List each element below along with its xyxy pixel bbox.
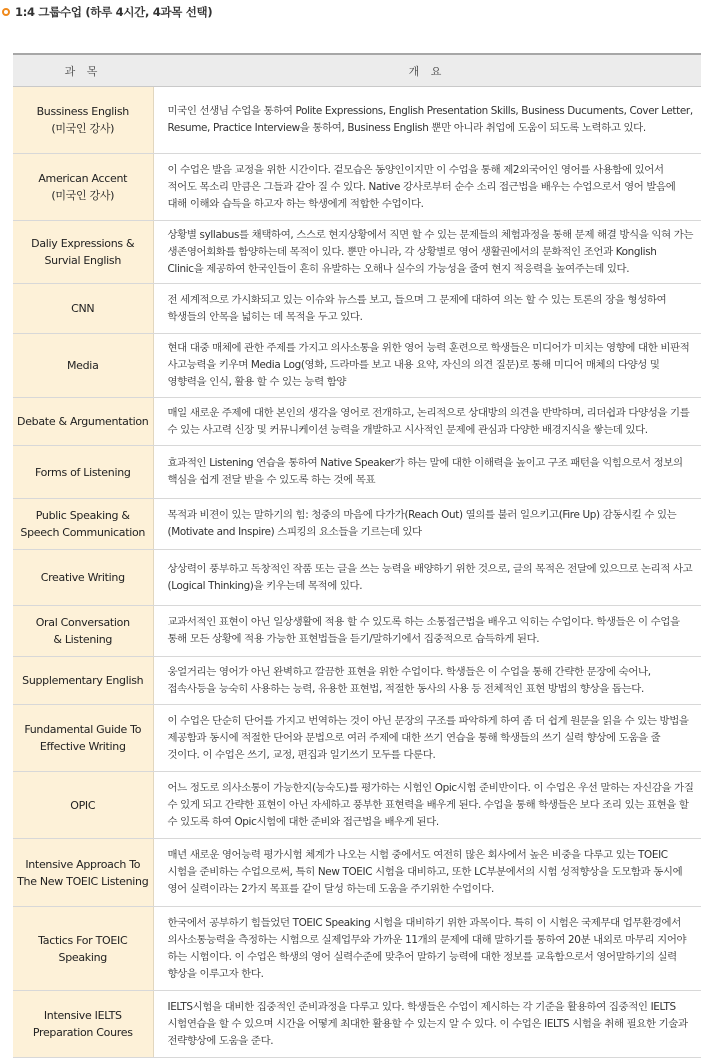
course-description: 웅얼거리는 영어가 아닌 완벽하고 깔끔한 표현을 위한 수업이다. 학생들은 이 수업을 통해 간략한 문장에 숙어나, 접속사등을 능숙히 사용하는 능력, 유용한 표현법, 적절한 동사의 사용 등 전체적인 표현 방법의 향상을 돕는다. bbox=[153, 657, 701, 705]
table-row bbox=[13, 705, 701, 772]
course-name: Fundamental Guide To Effective Writing bbox=[13, 705, 153, 772]
table-row bbox=[13, 221, 701, 284]
table-row bbox=[13, 657, 701, 705]
course-name: Bussiness English (미국인 강사) bbox=[13, 87, 153, 154]
table-row bbox=[13, 772, 701, 839]
course-name: Intensive Approach To The New TOEIC Listening bbox=[13, 839, 153, 907]
course-description: 상황별 syllabus를 채택하여, 스스로 현지상황에서 직면 할 수 있는 문제들의 체험과정을 통해 문제 해결 방식을 익혀 가는 생존영어회화를 함양하는데 목적이 있다. 뿐만 아니라, 각 상황별로 영어 생활권에서의 문화적인 조언과 Konglish Clinic을 제공하여 한국인들이 흔히 유발하는 오해나 실수의 가능성을 줄여 현지 적응력을 높여주는데 있다. bbox=[153, 221, 701, 284]
course-name: Public Speaking & Speech Communication bbox=[13, 499, 153, 550]
table-row bbox=[13, 87, 701, 154]
table-row bbox=[13, 154, 701, 221]
table-row bbox=[13, 550, 701, 606]
table-row bbox=[13, 284, 701, 334]
course-description: 전 세계적으로 가시화되고 있는 이슈와 뉴스를 보고, 들으며 그 문제에 대하여 의논 할 수 있는 토론의 장을 형성하여 학생들의 안목을 넓히는 데 목적을 두고 있다. bbox=[153, 284, 701, 334]
circle-bullet-icon bbox=[2, 8, 10, 16]
course-name: Tactics For TOEIC Speaking bbox=[13, 907, 153, 991]
course-description: 이 수업은 발음 교정을 위한 시간이다. 겉모습은 동양인이지만 이 수업을 통해 제2외국어인 영어를 사용함에 있어서 적어도 목소리 만큼은 그들과 같아 질 수 있다. Native 강사로부터 순수 소리 접근법을 배우는 수업으로서 영어 발음에 대해 이해와 습득을 하고자 하는 학생에게 적합한 수업이다. bbox=[153, 154, 701, 221]
course-description: 매년 새로운 영어능력 평가시험 체계가 나오는 시험 중에서도 여전히 많은 회사에서 높은 비중을 다루고 있는 TOEIC 시험을 준비하는 수업으로써, 특히 New TOEIC 시험을 대비하고, 또한 LC부분에서의 시험 성적향상을 도모함과 동시에 영어 실력이라는 2가지 목표를 같이 달성 하는데 도움을 주기위한 수업이다. bbox=[153, 839, 701, 907]
course-name: Oral Conversation & Listening bbox=[13, 606, 153, 657]
course-name: Supplementary English bbox=[13, 657, 153, 705]
course-description: 상상력이 풍부하고 독창적인 작품 또는 글을 쓰는 능력을 배양하기 위한 것으로, 글의 목적은 전달에 있으므로 논리적 사고(Logical Thinking)을 키우는데 목적에 있다. bbox=[153, 550, 701, 606]
section-title: 1:4 그룹수업 (하루 4시간, 4과목 선택) bbox=[15, 5, 213, 19]
course-name: Debate & Argumentation bbox=[13, 398, 153, 446]
course-name: CNN bbox=[13, 284, 153, 334]
course-description: 한국에서 공부하기 힘들었던 TOEIC Speaking 시험을 대비하기 위한 과목이다. 특히 이 시험은 국제무대 업무환경에서 의사소통능력을 측정하는 시험으로 실제업무와 가까운 11개의 문제에 대해 말하기를 통하여 20분 내외로 마무리 지어야 하는 시험이다. 이 수업은 학생의 영어 실력수준에 맞추어 말하기 능력에 대한 정보를 교육함으로서 영어말하기의 실력 향상을 이루고자 한다. bbox=[153, 907, 701, 991]
course-name: Media bbox=[13, 334, 153, 398]
course-description: 미국인 선생님 수업을 통하여 Polite Expressions, English Presentation Skills, Business Ducuments, Cover Letter, Resume, Practice Interview을 통하여, Business English 뿐만 아니라 취업에 도움이 되도록 노력하고 있다. bbox=[153, 87, 701, 154]
course-table bbox=[13, 53, 701, 1058]
course-description: IELTS시험을 대비한 집중적인 준비과정을 다루고 있다. 학생들은 수업이 제시하는 각 기준을 활용하여 집중적인 IELTS 시험연습을 할 수 있으며 시간을 어떻게 최대한 활용할 수 있는지 알 수 있다. 이 수업은 IELTS 시험을 취해 필요한 기술과 전략향상에 도움을 준다. bbox=[153, 991, 701, 1058]
table-row bbox=[13, 334, 701, 398]
table-row bbox=[13, 606, 701, 657]
course-description: 현대 대중 매체에 관한 주제를 가지고 의사소통을 위한 영어 능력 훈련으로 학생들은 미디어가 미치는 영향에 대한 비판적 사고능력을 키우며 Media Log(영화, 드라마를 보고 내용 요약, 자신의 의견 질문)로 통해 미디어 매체의 다양성 및 영향력을 인식, 활용 할 수 있는 능력 함양 bbox=[153, 334, 701, 398]
course-name: Intensive IELTS Preparation Coures bbox=[13, 991, 153, 1058]
table-header-row bbox=[13, 54, 701, 87]
section-heading bbox=[0, 2, 212, 22]
course-name: OPIC bbox=[13, 772, 153, 839]
course-name: Creative Writing bbox=[13, 550, 153, 606]
column-header-overview: 개 요 bbox=[153, 54, 701, 87]
table-row bbox=[13, 499, 701, 550]
course-description: 목적과 비젼이 있는 말하기의 힘: 청중의 마음에 다가가(Reach Out) 열의를 불러 일으키고(Fire Up) 감동시킬 수 있는 (Motivate and Inspire) 스피킹의 요소들을 기르는데 있다 bbox=[153, 499, 701, 550]
table-row bbox=[13, 398, 701, 446]
course-name: Daliy Expressions & Survial English bbox=[13, 221, 153, 284]
course-name: American Accent (미국인 강사) bbox=[13, 154, 153, 221]
table-row bbox=[13, 446, 701, 499]
table-row bbox=[13, 839, 701, 907]
column-header-subject: 과 목 bbox=[13, 54, 153, 87]
table-row bbox=[13, 991, 701, 1058]
course-description: 이 수업은 단순히 단어를 가지고 번역하는 것이 아닌 문장의 구조를 파악하게 하여 좀 더 쉽게 원문을 읽을 수 있는 방법을 제공함과 동시에 적절한 단어와 문법으로 여러 주제에 대한 쓰기 연습을 통해 학생들의 쓰기 실력 향상에 도움을 줄 것이다. 이 수업은 쓰기, 교정, 편집과 일기쓰기 모두를 다룬다. bbox=[153, 705, 701, 772]
course-description: 효과적인 Listening 연습을 통하여 Native Speaker가 하는 말에 대한 이해력을 높이고 구조 패턴을 익힘으로서 정보의 핵심을 쉽게 전달 받을 수 있도록 하는 것에 목표 bbox=[153, 446, 701, 499]
course-description: 교과서적인 표현이 아닌 일상생활에 적용 할 수 있도록 하는 소통접근법을 배우고 익히는 수업이다. 학생들은 이 수업을 통해 모든 상황에 적용 가능한 표현법들을 듣기/말하기에서 집중적으로 습득하게 된다. bbox=[153, 606, 701, 657]
course-name: Forms of Listening bbox=[13, 446, 153, 499]
course-description: 어느 정도로 의사소통이 가능한지(능숙도)를 평가하는 시험인 Opic시험 준비반이다. 이 수업은 우선 말하는 자신감을 가질 수 있게 되고 간략한 표현이 아닌 자세하고 풍부한 표현력을 배우게 된다. 수업을 통해 학생들은 보다 조리 있는 표현을 할 수 있도록 하여 Opic시험에 대한 준비와 접근법을 배우게 된다. bbox=[153, 772, 701, 839]
course-description: 매일 새로운 주제에 대한 본인의 생각을 영어로 전개하고, 논리적으로 상대방의 의견을 반박하며, 리더쉽과 다양성을 기를 수 있는 사고력 신장 및 커뮤니케이션 능력을 개발하고 시사적인 문제에 관심과 다양한 배경지식을 쌓는데 있다. bbox=[153, 398, 701, 446]
table-row bbox=[13, 907, 701, 991]
